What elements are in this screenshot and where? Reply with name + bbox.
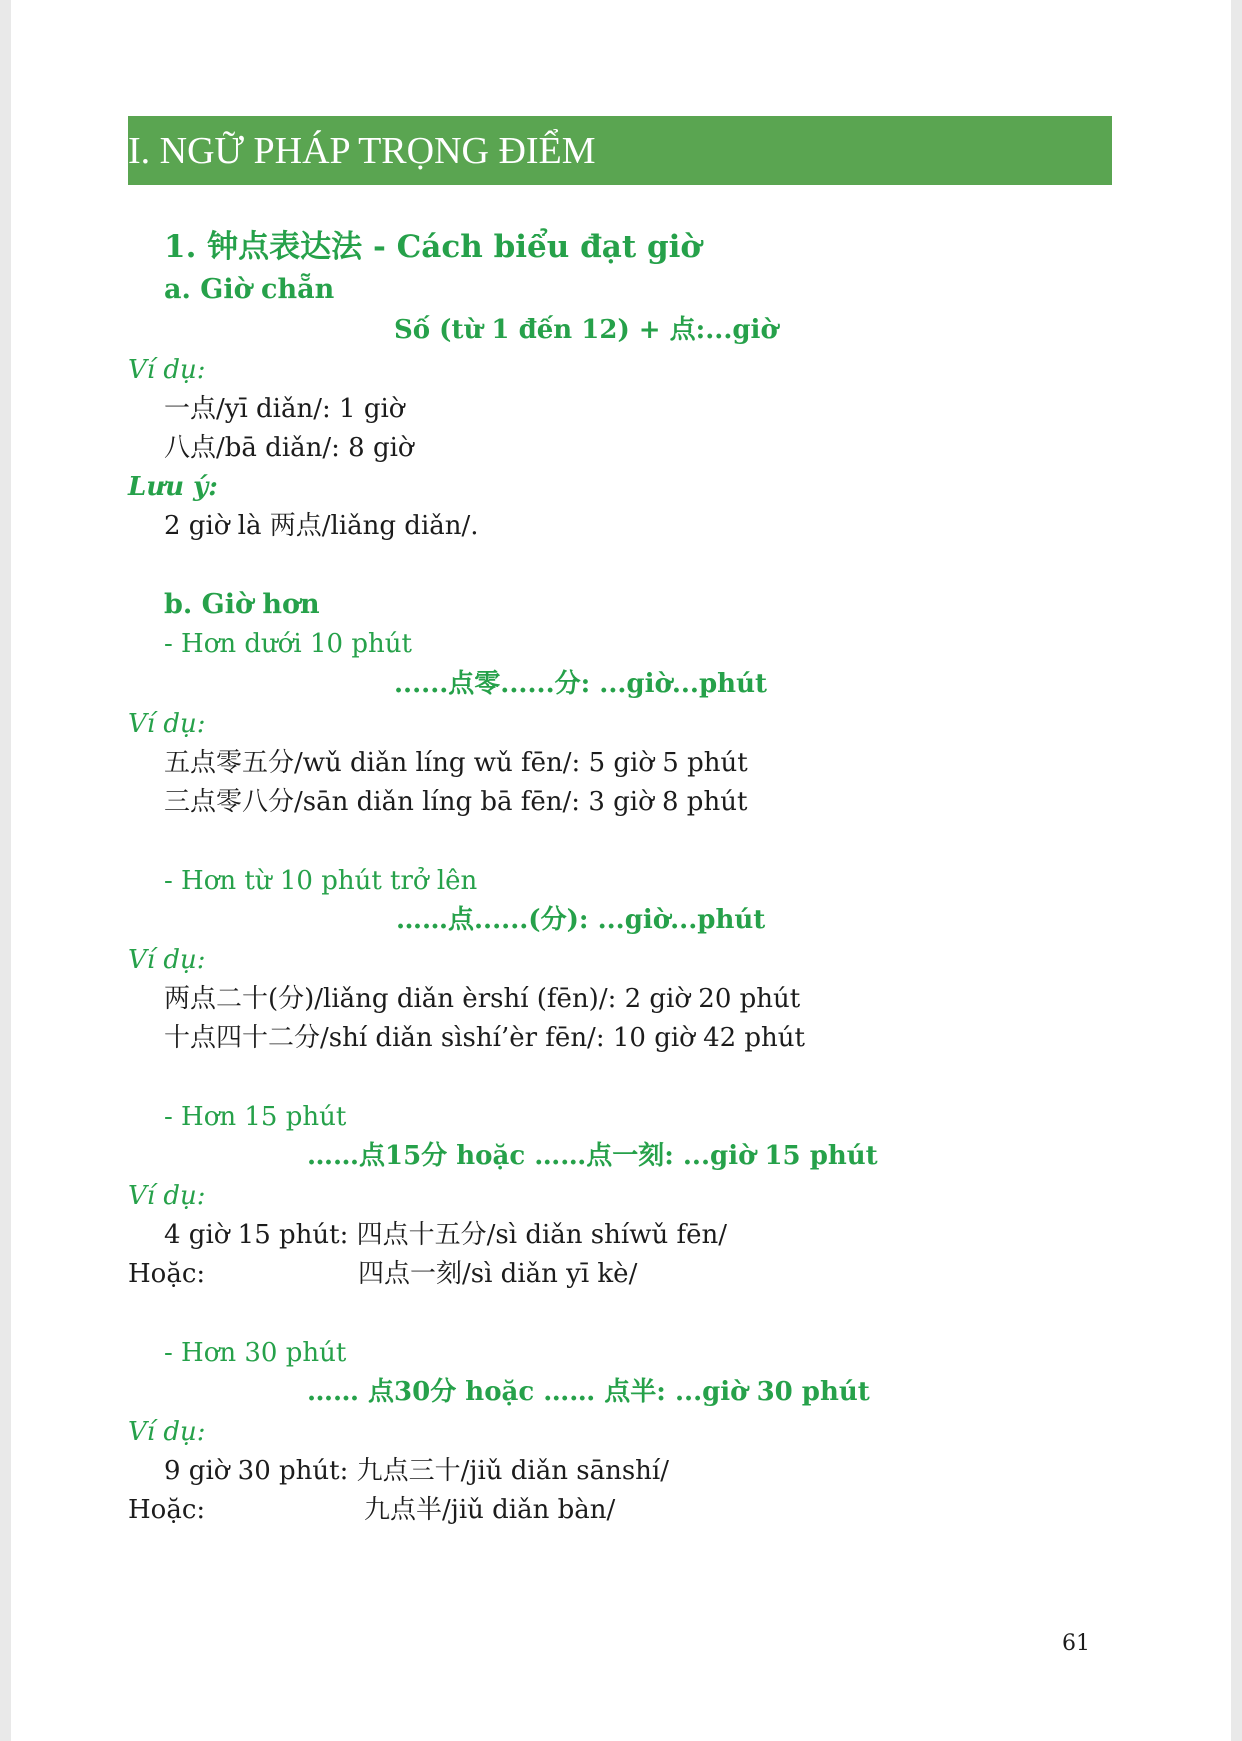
under10-example-1: 五点零五分/wǔ diǎn líng wǔ fēn/: 5 giờ 5 phút	[164, 748, 748, 778]
thirty-label: - Hơn 30 phút	[164, 1338, 347, 1368]
thirty-alt-value: 九点半/jiǔ diǎn bàn/	[364, 1495, 616, 1525]
fifteen-formula: ……点15分 hoặc ……点一刻: ...giờ 15 phút	[307, 1141, 878, 1171]
formula-a: Số (từ 1 đến 12) + 点:...giờ	[394, 315, 778, 345]
under10-example-label: Ví dụ:	[128, 709, 206, 739]
fifteen-alt-label: Hoặc:	[128, 1259, 206, 1289]
subsection-a-heading: a. Giờ chẵn	[164, 274, 335, 305]
under10-label: - Hơn dưới 10 phút	[164, 629, 412, 659]
under10-formula: ......点零......分: ...giờ...phút	[394, 669, 767, 699]
section-heading: 1. 钟点表达法 - Cách biểu đạt giờ	[164, 229, 702, 265]
example-a-2: 八点/bā diǎn/: 8 giờ	[164, 433, 414, 463]
fifteen-example-label: Ví dụ:	[128, 1181, 206, 1211]
under10-example-2: 三点零八分/sān diǎn líng bā fēn/: 3 giờ 8 phút	[164, 787, 748, 817]
example-label-a: Ví dụ:	[128, 355, 206, 385]
fifteen-example-1: 4 giờ 15 phút: 四点十五分/sì diǎn shíwǔ fēn/	[164, 1220, 727, 1250]
book-page	[11, 0, 1231, 1741]
thirty-example-label: Ví dụ:	[128, 1417, 206, 1447]
over10-example-label: Ví dụ:	[128, 945, 206, 975]
thirty-example-1: 9 giờ 30 phút: 九点三十/jiǔ diǎn sānshí/	[164, 1456, 670, 1486]
example-a-1: 一点/yī diǎn/: 1 giờ	[164, 394, 405, 424]
over10-example-2: 十点四十二分/shí diǎn sìshí’èr fēn/: 10 giờ 42 phút	[164, 1023, 805, 1053]
subsection-b-heading: b. Giờ hơn	[164, 589, 320, 620]
fifteen-label: - Hơn 15 phút	[164, 1102, 347, 1132]
note-label: Lưu ý:	[128, 472, 218, 502]
section-banner	[128, 116, 1112, 185]
fifteen-alt-value: 四点一刻/sì diǎn yī kè/	[358, 1259, 638, 1289]
over10-example-1: 两点二十(分)/liǎng diǎn èrshí (fēn)/: 2 giờ 20 phút	[164, 984, 801, 1014]
banner-title: I. NGỮ PHÁP TRỌNG ĐIỂM	[128, 130, 596, 172]
over10-formula: ……点......(分): ...giờ...phút	[396, 905, 766, 935]
note-text: 2 giờ là 两点/liǎng diǎn/.	[164, 511, 479, 541]
thirty-formula: …… 点30分 hoặc …… 点半: ...giờ 30 phút	[307, 1377, 870, 1407]
over10-label: - Hơn từ 10 phút trở lên	[164, 866, 478, 896]
thirty-alt-label: Hoặc:	[128, 1495, 206, 1525]
page-number: 61	[1062, 1631, 1090, 1656]
